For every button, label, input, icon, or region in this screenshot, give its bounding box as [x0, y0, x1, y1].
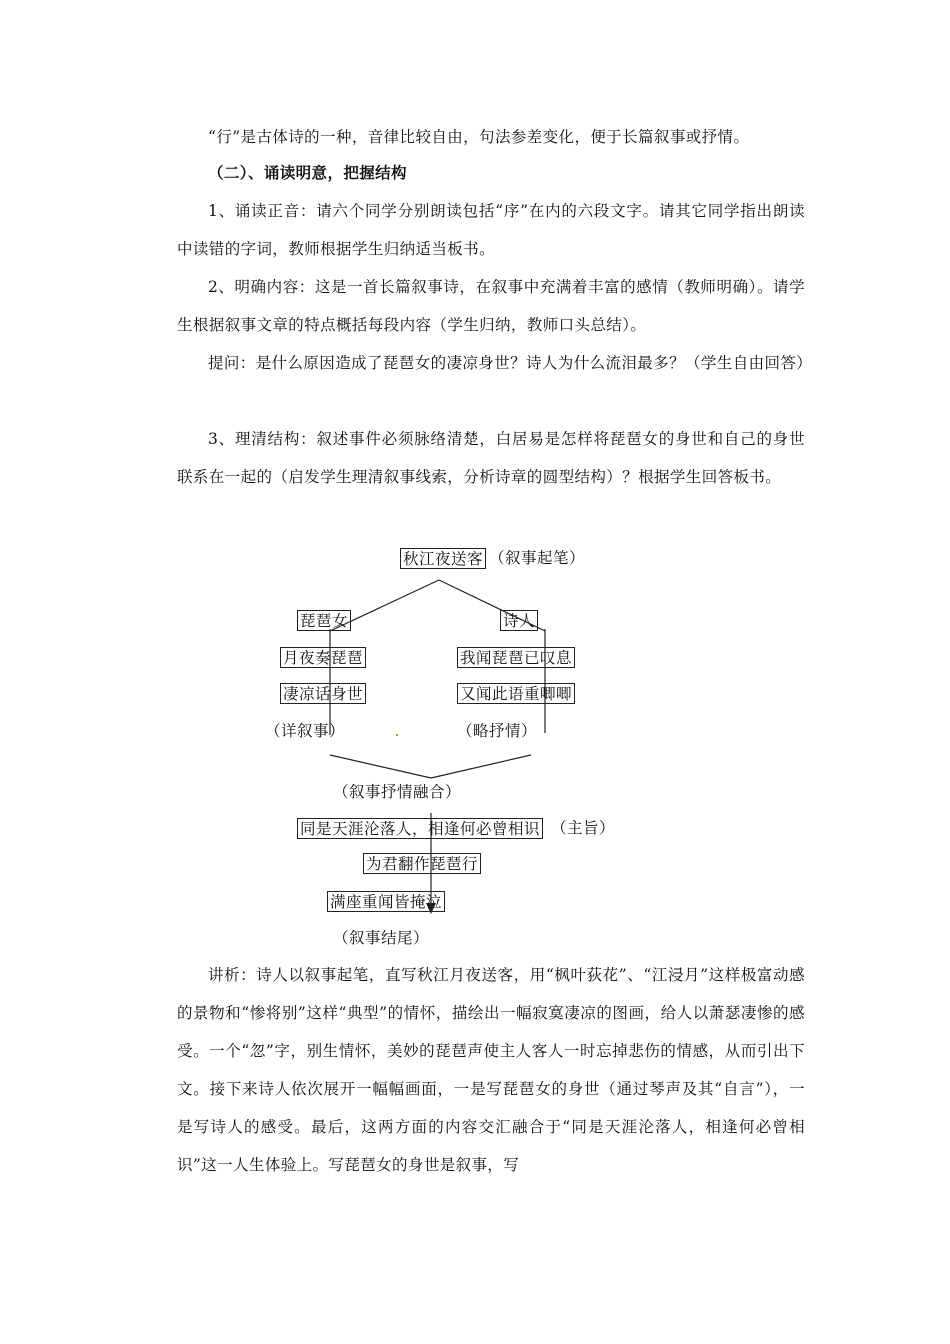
- merge-line-left: [330, 755, 431, 778]
- paragraph-xing-definition: “行”是古体诗的一种，音律比较自由，句法参差变化，便于长篇叙事或抒情。: [208, 128, 750, 146]
- paragraph-content: 2、明确内容：这是一首长篇叙事诗，在叙事中充满着丰富的感情（教师明确）。请学生根据叙事文章的特点概括每段内容（学生归纳，教师口头总结）。: [177, 278, 805, 334]
- diagram-box-theme: 同是天涯沦落人，相逢何必曾相识: [297, 818, 543, 839]
- diagram-box-poet: 诗人: [500, 610, 538, 631]
- diagram-box-left-2: 凄凉话身世: [280, 683, 366, 704]
- diagram-box-tears: 满座重闻皆掩泣: [327, 891, 445, 912]
- diagram-note-theme: （主旨）: [551, 819, 616, 837]
- diagram-box-pipa-xing: 为君翻作琵琶行: [363, 853, 481, 874]
- section-heading: （二）、诵读明意，把握结构: [208, 163, 407, 182]
- dot-mark: [396, 734, 398, 736]
- diagram-box-pipa-girl: 琵琶女: [297, 610, 351, 631]
- diagram-note-merge: （叙事抒情融合）: [333, 783, 462, 801]
- paragraph-recite: 1、诵读正音：请六个同学分别朗读包括“序”在内的六段文字。请其它同学指出朗读中读错的字词，教师根据学生归纳适当板书。: [177, 202, 805, 258]
- diagram-note-right: （略抒情）: [457, 722, 538, 740]
- diagram-note-start: （叙事起笔）: [489, 549, 586, 567]
- paragraph-analysis: 讲析：诗人以叙事起笔，直写秋江月夜送客，用“枫叶荻花”、“江浸月”这样极富动感的景物和“惨将别”这样“典型”的情怀，描绘出一幅寂寞凄凉的图画，给人以萧瑟凄惨的感受。一个“忽”字，别生情怀，美妙的琵琶声使主人客人一时忘掉悲伤的情感，从而引出下文。接下来诗人依次展开一幅幅画面，一是写琵琶女的身世（通过琴声及其“自言”），一是写诗人的感受。最后，这两方面的内容交汇融合于“同是天涯沦落人，相逢何必曾相识”这一人生体验上。写琵琶女的身世是叙事，写: [177, 966, 805, 1174]
- paragraph-structure: 3、理清结构：叙述事件必须脉络清楚，白居易是怎样将琵琶女的身世和自己的身世联系在一起的（启发学生理清叙事线索，分析诗章的圆型结构）？根据学生回答板书。: [177, 430, 805, 486]
- diagram-note-end: （叙事结尾）: [333, 929, 430, 947]
- diagram-box-start: 秋江夜送客: [400, 548, 486, 569]
- diagram-box-right-2: 又闻此语重唧唧: [457, 683, 575, 704]
- merge-line-right: [431, 755, 531, 778]
- diagram-box-left-1: 月夜奏琵琶: [280, 647, 366, 668]
- diagram-note-left: （详叙事）: [265, 722, 346, 740]
- diagram-box-right-1: 我闻琵琶已叹息: [457, 647, 575, 668]
- paragraph-question: 提问：是什么原因造成了琵琶女的凄凉身世？诗人为什么流泪最多？（学生自由回答）: [208, 354, 813, 372]
